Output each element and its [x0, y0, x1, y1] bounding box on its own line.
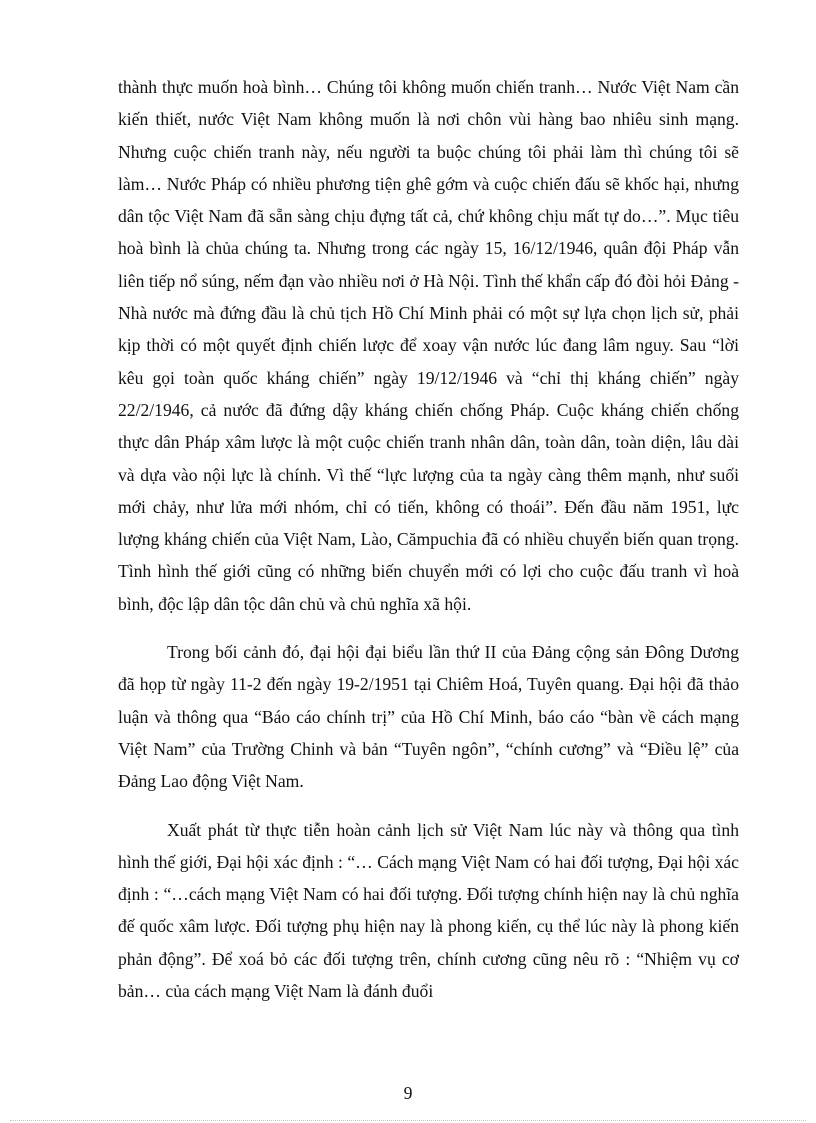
- body-text: [118, 71, 739, 1007]
- paragraph-congress-determination: Xuất phát từ thực tiễn hoàn cảnh lịch sử Việt Nam lúc này và thông qua tình hình thế giới, Đại hội xác định : “… Cách mạng Việt Nam có hai đối tượng, Đại hội xác định : “…cách mạng Việt Nam có hai đối tượng. Đối tượng chính hiện nay là chủ nghĩa đế quốc xâm lược. Đối tượng phụ hiện nay là phong kiến, cụ thể lúc này là phong kiến phản động”. Để xoá bỏ các đối tượng trên, chính cương cũng nêu rõ : “Nhiệm vụ cơ bản… của cách mạng Việt Nam là đánh đuổi: [118, 819, 739, 1002]
- paragraph-congress-context: Trong bối cảnh đó, đại hội đại biểu lần thứ II của Đảng cộng sản Đông Dương đã họp từ ngày 11-2 đến ngày 19-2/1951 tại Chiêm Hoá, Tuyên quang. Đại hội đã thảo luận và thông qua “Báo cáo chính trị” của Hồ Chí Minh, báo cáo “bàn về cách mạng Việt Nam” của Trường Chinh và bản “Tuyên ngôn”, “chính cương” và “Điều lệ” của Đảng Lao động Việt Nam.: [118, 642, 739, 792]
- footer-divider: [10, 1120, 806, 1121]
- paragraph-continued: thành thực muốn hoà bình… Chúng tôi không muốn chiến tranh… Nước Việt Nam cần kiến thiết, nước Việt Nam không muốn là nơi chôn vùi hàng bao nhiêu sinh mạng. Nhưng cuộc chiến tranh này, nếu người ta buộc chúng tôi phải làm thì chúng tôi sẽ làm… Nước Pháp có nhiều phương tiện ghê gớm và cuộc chiến đấu sẽ khốc hại, nhưng dân tộc Việt Nam đã sẵn sàng chịu đựng tất cả, chứ không chịu mất tự do…”. Mục tiêu hoà bình là chủa chúng ta. Nhưng trong các ngày 15, 16/12/1946, quân đội Pháp vẫn liên tiếp nổ súng, nếm đạn vào nhiều nơi ở Hà Nội. Tình thế khẩn cấp đó đòi hỏi Đảng - Nhà nước mà đứng đầu là chủ tịch Hồ Chí Minh phải có một sự lựa chọn lịch sử, phải kịp thời có một quyết định chiến lược để xoay vận nước lúc đang lâm nguy. Sau “lời kêu gọi toàn quốc kháng chiến” ngày 19/12/1946 và “chỉ thị kháng chiến” ngày 22/2/1946, cả nước đã đứng dậy kháng chiến chống Pháp. Cuộc kháng chiến chống thực dân Pháp xâm lược là một cuộc chiến tranh nhân dân, toàn dân, toàn diện, lâu dài và dựa vào nội lực là chính. Vì thế “lực lượng của ta ngày càng thêm mạnh, như suối mới chảy, như lửa mới nhóm, chỉ có tiến, không có thoái”. Đến đầu năm 1951, lực lượng kháng chiến của Việt Nam, Lào, Cămpuchia đã có nhiều chuyển biến quan trọng. Tình hình thế giới cũng có những biến chuyển mới có lợi cho cuộc đấu tranh vì hoà bình, độc lập dân tộc dân chủ và chủ nghĩa xã hội.: [118, 77, 739, 614]
- page-number: 9: [403, 1083, 413, 1103]
